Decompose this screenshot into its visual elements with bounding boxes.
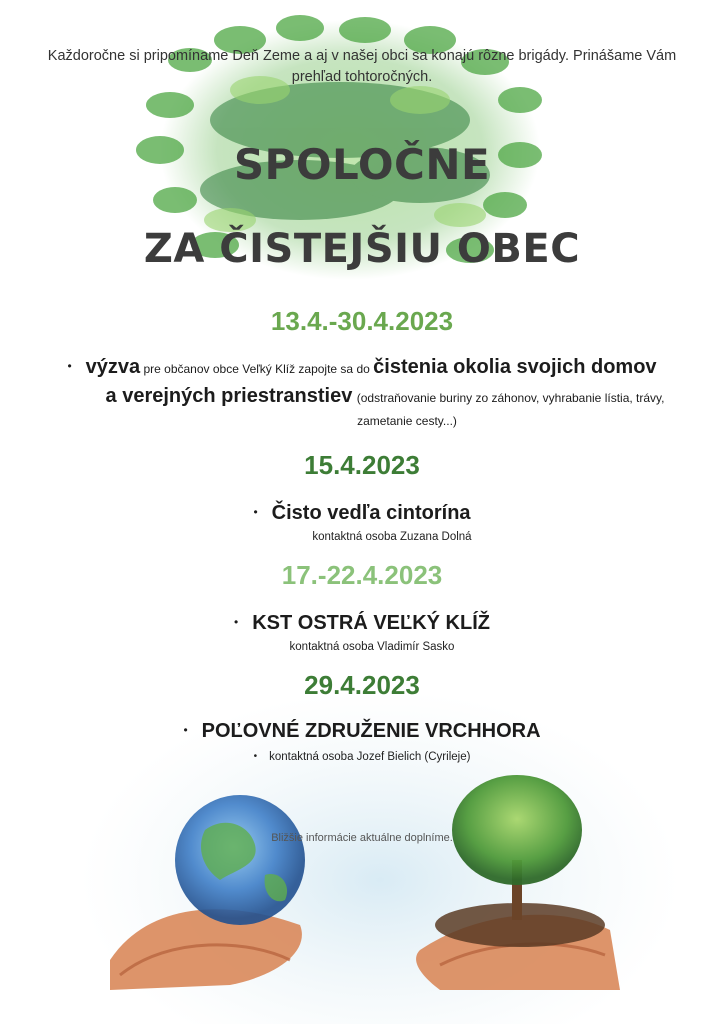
section1-highlight-cistenia: čistenia okolia svojich domov [373, 356, 657, 378]
section3-date: 17.-22.4.2023 [281, 560, 443, 590]
section3-contact: kontaktná osoba Vladimír Sasko [289, 641, 455, 653]
section1-highlight-priestranstiev: a verejných priestranstiev [105, 385, 353, 407]
footer-note: Bližšie informácie aktuálne doplníme. [271, 832, 453, 844]
title-line-1: SPOLOČNE [233, 140, 491, 189]
title-line-2: ZA ČISTEJŠIU OBEC [143, 226, 581, 272]
section4-title: POĽOVNÉ ZDRUŽENIE VRCHHORA [201, 720, 541, 742]
bullet-icon: • [183, 723, 188, 737]
section4-title-row [0, 720, 724, 743]
section2-title: Čisto vedľa cintorína [271, 502, 471, 524]
bullet-icon: • [67, 359, 72, 373]
section2-title-row [0, 502, 724, 525]
section1-text2: (odstraňovanie buriny zo záhonov, vyhrabanie lístia, trávy, [356, 391, 665, 405]
intro-text: Každoročne si pripomíname Deň Zeme a aj v našej obci sa konajú rôzne brigády. Prinášame Vám prehľad tohtoročných. [47, 48, 677, 85]
section3-title: KST OSTRÁ VEĽKÝ KLÍŽ [252, 612, 490, 634]
bullet-icon: • [234, 615, 239, 629]
section4-contact-row [0, 751, 724, 763]
section1-row1 [0, 356, 724, 379]
section3-title-row [0, 612, 724, 635]
section1-bullet [0, 356, 724, 428]
section1-text1: pre občanov obce Veľký Klíž zapojte sa do [143, 362, 370, 376]
section2-contact: kontaktná osoba Zuzana Dolná [312, 531, 472, 543]
section1-row3: zametanie cesty...) [357, 414, 457, 428]
section1-highlight-vyzva: výzva [85, 356, 141, 378]
section4-bullet [0, 720, 724, 763]
section1-date: 13.4.-30.4.2023 [270, 306, 454, 336]
section2-date: 15.4.2023 [304, 450, 420, 480]
section1-row2 [0, 385, 724, 408]
section2-bullet [0, 502, 724, 543]
section4-date: 29.4.2023 [304, 670, 420, 700]
bullet-icon: • [253, 751, 258, 762]
section4-contact: kontaktná osoba Jozef Bielich (Cyrileje) [269, 751, 471, 763]
bullet-icon: • [253, 505, 258, 519]
section3-bullet [0, 612, 724, 653]
